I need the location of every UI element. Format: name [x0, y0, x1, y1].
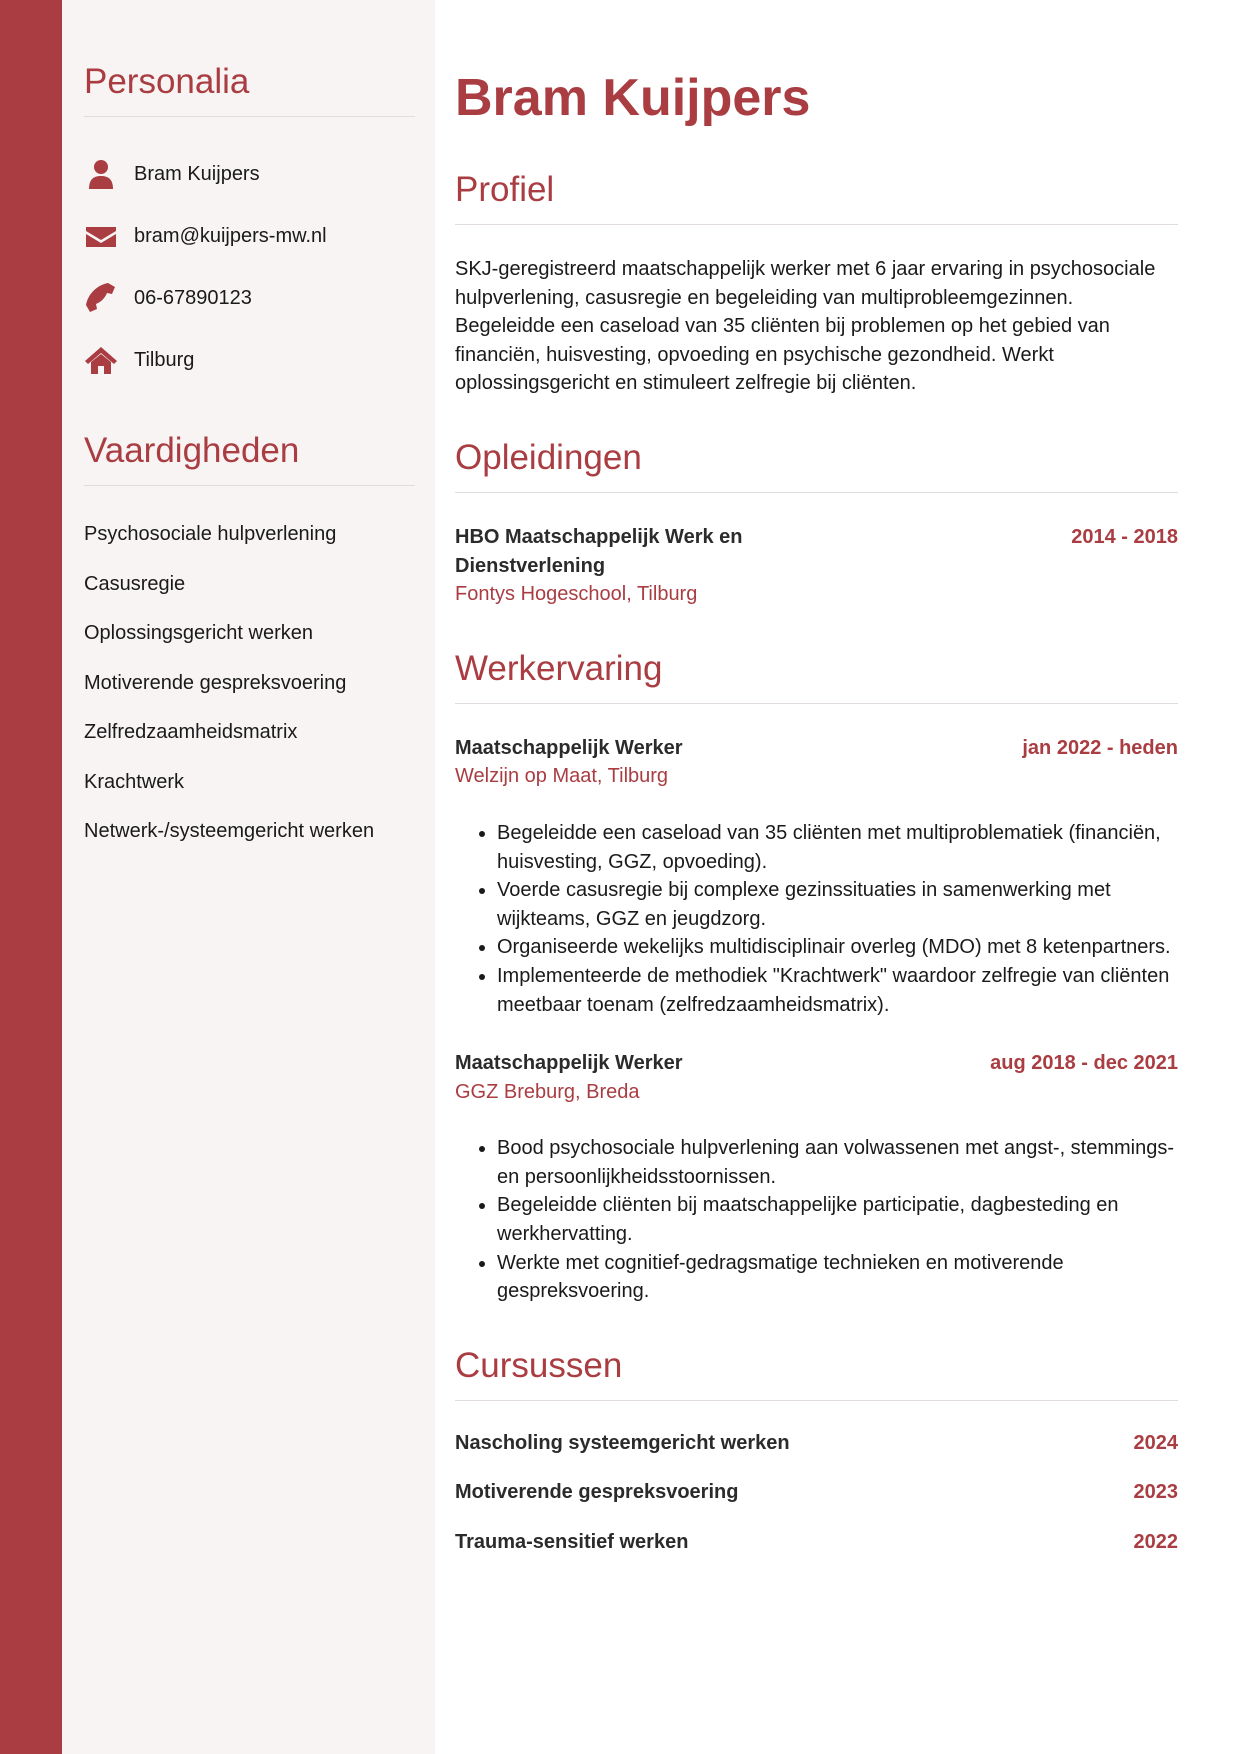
main-content: [455, 62, 1178, 1557]
skill-item: Krachtwerk: [84, 770, 185, 793]
bullet-item: • Begeleidde een caseload van 35 cliënten met multiproblematiek (financiën, huisvesting, GGZ, opvoeding).: [497, 819, 1178, 876]
contact-phone[interactable]: 06-67890123: [134, 286, 252, 309]
entry-date: 2014 - 2018: [1071, 525, 1178, 548]
bullet-item: • Implementeerde de methodiek "Krachtwerk" waardoor zelfregie van cliënten meetbaar toenam (zelfredzaamheidsmatrix).: [497, 962, 1178, 1019]
envelope-icon: [84, 219, 118, 253]
entry-title: HBO Maatschappelijk Werk en Dienstverlening: [455, 525, 743, 577]
course-year: 2022: [1133, 1531, 1178, 1554]
skill-item: Oplossingsgericht werken: [84, 622, 313, 644]
contact-email[interactable]: bram@kuijpers-mw.nl: [134, 224, 327, 247]
candidate-name: Bram Kuijpers: [455, 69, 811, 127]
entry-header: [455, 523, 1178, 580]
courses-heading: Cursussen: [455, 1346, 1178, 1401]
contact-location: Tilburg: [134, 348, 195, 371]
personalia-heading: Personalia: [84, 62, 415, 117]
bullet-item: • Begeleidde cliënten bij maatschappelijke participatie, dagbesteding en werkhervatting.: [497, 1191, 1178, 1248]
entry-date: jan 2022 - heden: [1022, 736, 1178, 759]
experience-heading: Werkervaring: [455, 649, 1178, 704]
skill-item: Psychosociale hulpverlening: [84, 523, 337, 545]
phone-icon: [84, 281, 118, 315]
entry-header: [455, 1049, 1178, 1078]
education-section: [455, 438, 1178, 609]
sidebar-content: [84, 62, 415, 857]
course-row: [455, 1478, 1178, 1507]
bullet-list: [455, 1134, 1178, 1306]
bullet-item: • Bood psychosociale hulpverlening aan volwassenen met angst-, stemmings- en persoonlijkheidsstoornissen.: [497, 1134, 1178, 1191]
course-year: 2024: [1133, 1431, 1178, 1454]
experience-entry: [455, 1049, 1178, 1306]
course-name: Nascholing systeemgericht werken: [455, 1431, 790, 1454]
skill-item: Motiverende gespreksvoering: [84, 671, 347, 694]
bullet-item: • Werkte met cognitief-gedragsmatige technieken en motiverende gespreksvoering.: [497, 1249, 1178, 1306]
entry-organization: Welzijn op Maat, Tilburg: [455, 765, 669, 788]
course-list: [455, 1429, 1178, 1557]
entry-header: [455, 734, 1178, 763]
skill-item: Casusregie: [84, 572, 186, 595]
person-icon: [84, 157, 118, 191]
course-row: [455, 1429, 1178, 1458]
entry-organization: GGZ Breburg, Breda: [455, 1080, 640, 1103]
bullet-item: • Organiseerde wekelijks multidisciplinair overleg (MDO) met 8 ketenpartners.: [497, 933, 1178, 962]
bullet-item: • Voerde casusregie bij complexe gezinssituaties in samenwerking met wijkteams, GGZ en jeugdzorg.: [497, 876, 1178, 933]
home-icon: [84, 343, 118, 377]
course-name: Motiverende gespreksvoering: [455, 1481, 739, 1504]
experience-entry: [455, 734, 1178, 1019]
contact-item-phone: [84, 267, 415, 329]
course-year: 2023: [1133, 1481, 1178, 1504]
skill-list: [84, 510, 415, 857]
bullet-list: [455, 819, 1178, 1019]
profile-section: [455, 170, 1178, 398]
contact-item-email: [84, 205, 415, 267]
profile-text: SKJ-geregistreerd maatschappelijk werker met 6 jaar ervaring in psychosociale hulpverlening, casusregie en begeleiding van multiprobleemgezinnen. Begeleidde een caseload van 35 cliënten bij problemen op het gebied van financiën, huisvesting, opvoeding en psychische gezondheid. Werkt oplossingsgericht en stimuleert zelfregie bij cliënten.: [455, 258, 1156, 395]
course-name: Trauma-sensitief werken: [455, 1531, 689, 1554]
education-heading: Opleidingen: [455, 438, 1178, 493]
contact-item-name: [84, 143, 415, 205]
skill-item: Zelfredzaamheidsmatrix: [84, 721, 298, 743]
entry-title: Maatschappelijk Werker: [455, 1052, 683, 1075]
contact-list: [84, 143, 415, 391]
skills-heading: Vaardigheden: [84, 431, 415, 486]
sidebar: [62, 0, 435, 1754]
entry-title: Maatschappelijk Werker: [455, 736, 683, 759]
contact-item-location: [84, 329, 415, 391]
entry-organization: Fontys Hogeschool, Tilburg: [455, 583, 698, 606]
experience-section: [455, 649, 1178, 1306]
skill-item: Netwerk-/systeemgericht werken: [84, 820, 375, 842]
education-entry: [455, 523, 1178, 609]
contact-name: Bram Kuijpers: [134, 162, 260, 185]
accent-bar: [0, 0, 62, 1754]
course-row: [455, 1528, 1178, 1557]
entry-date: aug 2018 - dec 2021: [990, 1052, 1178, 1075]
courses-section: [455, 1346, 1178, 1557]
profile-heading: Profiel: [455, 170, 1178, 225]
